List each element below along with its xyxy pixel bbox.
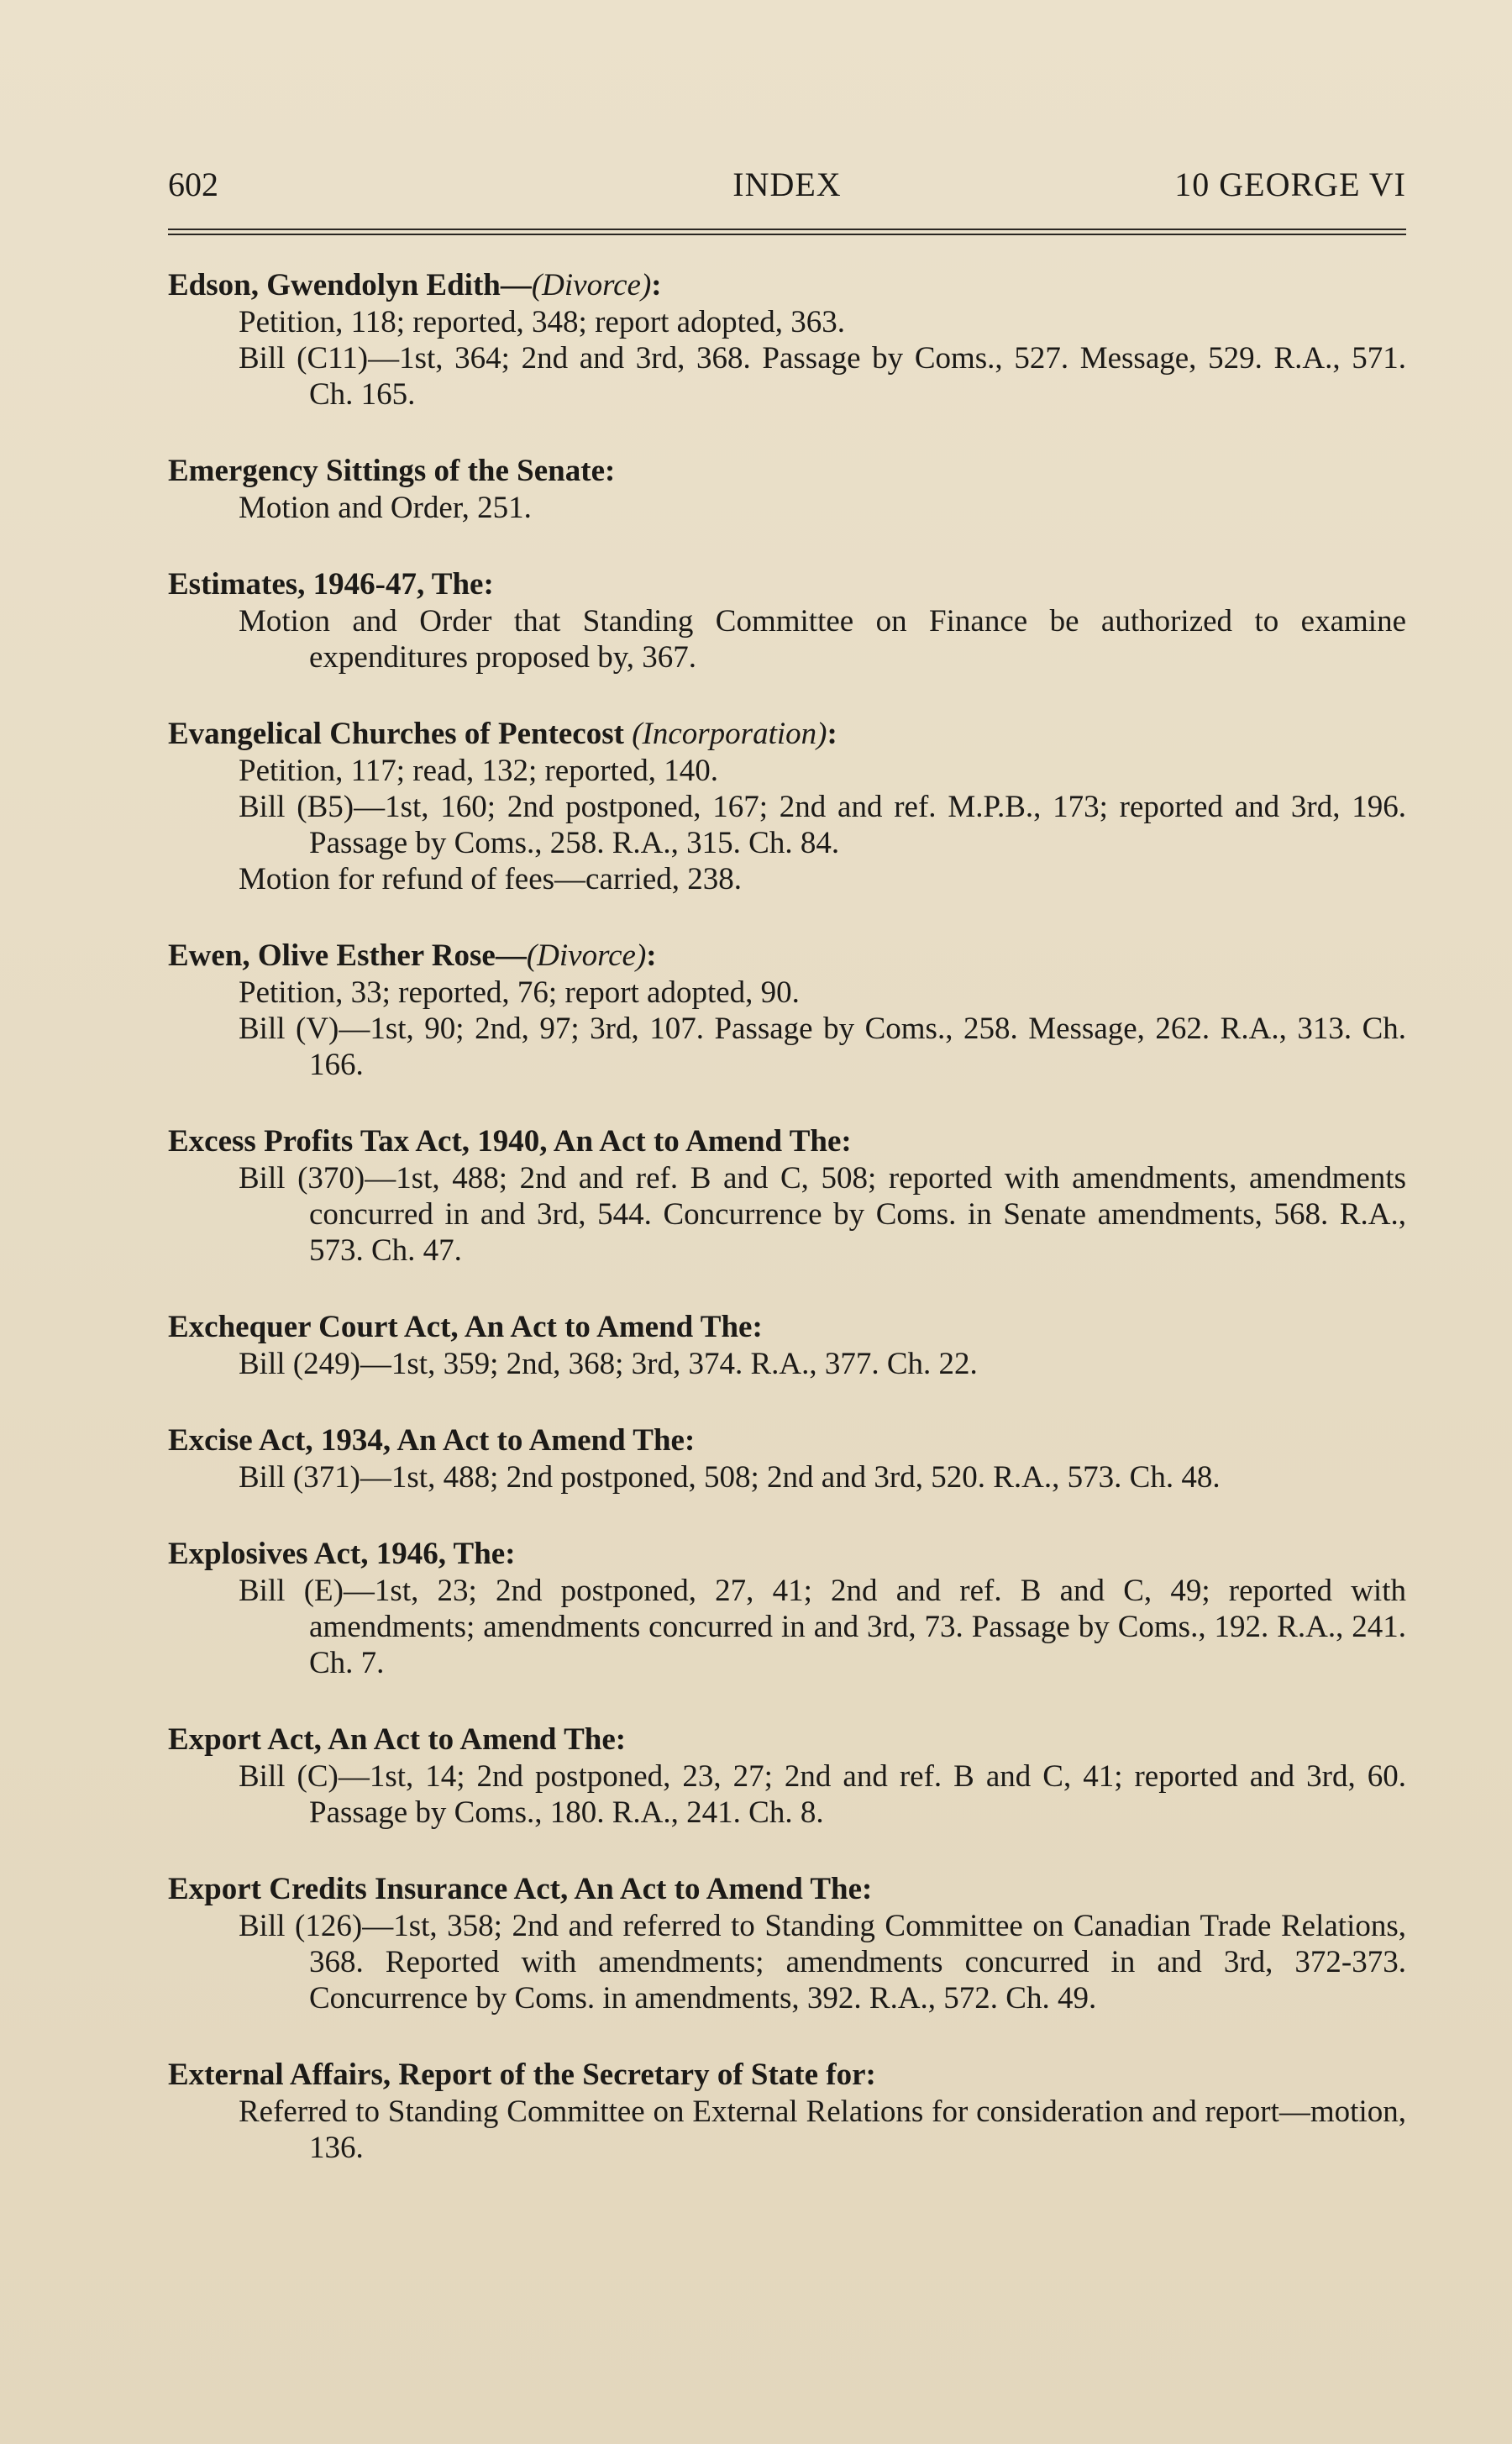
index-entry <box>168 1871 1406 2016</box>
entry-reference-line: Petition, 118; reported, 348; report adopted, 363. <box>239 305 846 339</box>
entry-reference-line: Bill (C)—1st, 14; 2nd postponed, 23, 27; 2nd and ref. B and C, 41; reported and 3rd, 60. Passage by Coms., 180. R.A., 241. Ch. 8. <box>239 1759 1406 1830</box>
index-entry <box>168 2057 1406 2166</box>
entry-heading-qualifier: (Incorporation) <box>632 717 827 751</box>
entry-reference-line: Petition, 117; read, 132; reported, 140. <box>239 754 718 788</box>
index-entry <box>168 1536 1406 1681</box>
entry-heading-text: Edson, Gwendolyn Edith— <box>168 268 532 302</box>
page-number: 602 <box>168 166 218 203</box>
entry-reference-line: Bill (B5)—1st, 160; 2nd postponed, 167; 2nd and ref. M.P.B., 173; reported and 3rd, 196. Passage by Coms., 258. R.A., 315. Ch. 84. <box>239 790 1406 860</box>
entry-reference-line: Motion and Order, 251. <box>239 491 532 525</box>
entry-heading-text: Exchequer Court Act, An Act to Amend The: <box>168 1310 763 1344</box>
entry-heading <box>168 2057 1406 2094</box>
entry-heading <box>168 938 1406 975</box>
entry-heading-text: Emergency Sittings of the Senate: <box>168 454 616 488</box>
entry-reference-line: Bill (C11)—1st, 364; 2nd and 3rd, 368. Passage by Coms., 527. Message, 529. R.A., 571. Ch. 165. <box>239 341 1406 412</box>
entry-heading <box>168 566 1406 603</box>
entry-heading-suffix: : <box>646 938 657 973</box>
entry-heading-text: Ewen, Olive Esther Rose— <box>168 938 527 973</box>
entry-heading <box>168 1422 1406 1459</box>
index-entry <box>168 566 1406 675</box>
index-entries <box>168 267 1406 2206</box>
entry-heading-qualifier: (Divorce) <box>531 268 652 302</box>
entry-heading <box>168 1871 1406 1908</box>
entry-heading-text: Export Credits Insurance Act, An Act to Amend The: <box>168 1872 873 1906</box>
entry-heading-suffix: : <box>651 268 662 302</box>
index-entry <box>168 716 1406 897</box>
entry-reference-line: Motion for refund of fees—carried, 238. <box>239 862 742 896</box>
entry-heading <box>168 453 1406 490</box>
running-head <box>168 160 1406 210</box>
entry-heading-suffix: : <box>827 717 837 751</box>
index-entry <box>168 938 1406 1083</box>
entry-heading <box>168 716 1406 753</box>
entry-heading-qualifier: (Divorce) <box>526 938 647 973</box>
entry-heading <box>168 267 1406 304</box>
entry-heading-text: Excise Act, 1934, An Act to Amend The: <box>168 1423 696 1458</box>
entry-heading <box>168 1123 1406 1160</box>
entry-heading-text: Evangelical Churches of Pentecost <box>168 717 633 751</box>
entry-heading-text: External Affairs, Report of the Secretary of State for: <box>168 2058 876 2092</box>
index-entry <box>168 267 1406 413</box>
entry-reference-line: Bill (371)—1st, 488; 2nd postponed, 508; 2nd and 3rd, 520. R.A., 573. Ch. 48. <box>239 1460 1221 1495</box>
entry-reference-line: Bill (370)—1st, 488; 2nd and ref. B and C, 508; reported with amendments, amendments concurred in and 3rd, 544. Concurrence by Coms. in Senate amendments, 568. R.A., 573. Ch. 47. <box>239 1161 1406 1268</box>
index-entry <box>168 1123 1406 1269</box>
entry-reference-line: Motion and Order that Standing Committee on Finance be authorized to examine expenditures proposed by, 367. <box>239 604 1406 675</box>
entry-reference-line: Bill (V)—1st, 90; 2nd, 97; 3rd, 107. Passage by Coms., 258. Message, 262. R.A., 313. Ch. 166. <box>239 1012 1406 1082</box>
index-entry <box>168 1721 1406 1831</box>
running-head-reign: 10 GEORGE VI <box>1174 166 1406 203</box>
entry-heading-text: Export Act, An Act to Amend The: <box>168 1722 627 1757</box>
double-rule-divider <box>168 229 1406 235</box>
index-entry <box>168 1309 1406 1382</box>
entry-heading <box>168 1536 1406 1573</box>
entry-heading-text: Estimates, 1946-47, The: <box>168 567 494 602</box>
index-entry <box>168 1422 1406 1495</box>
entry-heading-text: Explosives Act, 1946, The: <box>168 1537 516 1571</box>
entry-reference-line: Petition, 33; reported, 76; report adopted, 90. <box>239 975 800 1010</box>
entry-heading <box>168 1721 1406 1758</box>
running-head-title: INDEX <box>732 166 842 203</box>
entry-reference-line: Bill (126)—1st, 358; 2nd and referred to Standing Committee on Canadian Trade Relations, 368. Reported with amendments; amendments concurred in and 3rd, 372-373. Concurrence by Coms. in amendments, 392. R.A., 572. Ch. 49. <box>239 1909 1406 2016</box>
entry-reference-line: Bill (E)—1st, 23; 2nd postponed, 27, 41; 2nd and ref. B and C, 49; reported with amendments; amendments concurred in and 3rd, 73. Passage by Coms., 192. R.A., 241. Ch. 7. <box>239 1574 1406 1680</box>
entry-heading <box>168 1309 1406 1346</box>
entry-reference-line: Referred to Standing Committee on External Relations for consideration and report—motion, 136. <box>239 2094 1406 2165</box>
entry-heading-text: Excess Profits Tax Act, 1940, An Act to Amend The: <box>168 1124 852 1159</box>
entry-reference-line: Bill (249)—1st, 359; 2nd, 368; 3rd, 374. R.A., 377. Ch. 22. <box>239 1347 978 1381</box>
index-entry <box>168 453 1406 526</box>
